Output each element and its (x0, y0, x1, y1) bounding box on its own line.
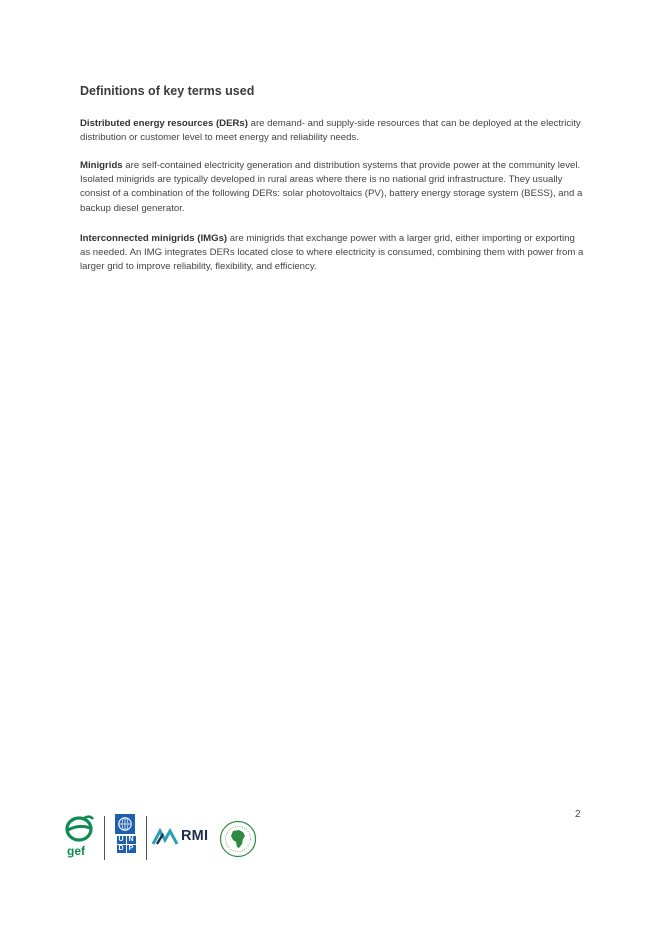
definition-minigrids (80, 159, 585, 216)
gef-swirl-icon (62, 814, 96, 846)
term-imgs: Interconnected minigrids (IMGs) (80, 233, 228, 244)
definition-ders (80, 117, 585, 145)
definition-imgs-text: are minigrids that exchange power with a larger grid, either importing or exporting as needed. An IMG integrates DERs located close to where electricity is consumed, combining them with power from a larger grid to improve reliability, flexibility, and efficiency. (80, 233, 584, 273)
page-number: 2 (575, 809, 581, 820)
partner-logos (62, 812, 262, 864)
gef-wordmark: gef (67, 844, 85, 858)
gef-logo (62, 814, 96, 860)
definition-imgs (80, 232, 585, 275)
un-emblem-icon (115, 814, 135, 834)
undp-letter-n: N (128, 836, 134, 843)
term-ders: Distributed energy resources (DERs) (80, 118, 248, 129)
rmi-wordmark: RMI (181, 828, 209, 844)
rmi-mountain-icon (152, 826, 180, 846)
undp-letter-d: D (118, 845, 124, 852)
undp-letter-p: P (127, 845, 136, 853)
undp-letter-u: U (118, 836, 124, 843)
definition-minigrids-text: are self-contained electricity generation and distribution systems that provide power at the community level. Isolated minigrids are typically developed in rural areas where there is no national grid infrastructure. They usually consist of a combination of the following DERs: solar photovoltaics (PV), battery energy storage system (BESS), and a backup diesel generator. (80, 160, 583, 214)
africa-seal-icon (219, 820, 257, 858)
afdb-seal-logo (219, 820, 257, 858)
section-heading: Definitions of key terms used (80, 84, 255, 98)
definition-ders-text: are demand- and supply-side resources that can be deployed at the electricity distribution or customer level to meet energy and reliability needs. (80, 118, 581, 144)
undp-letters (115, 836, 137, 854)
logo-divider (104, 816, 105, 860)
logo-divider (146, 816, 147, 860)
term-minigrids: Minigrids (80, 160, 123, 171)
